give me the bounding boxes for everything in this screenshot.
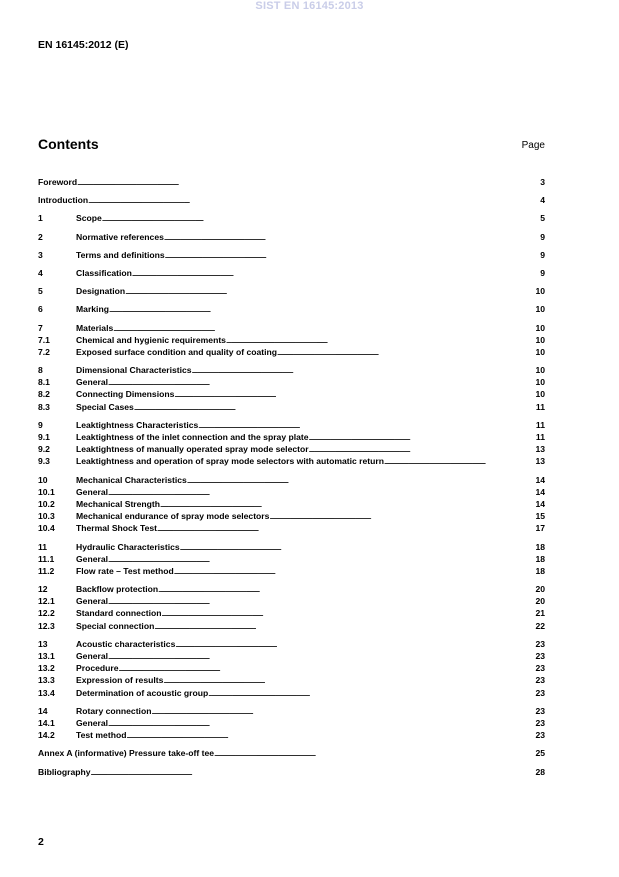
toc-entry[interactable] [38, 620, 545, 632]
toc-entry-number: 14.2 [38, 730, 55, 741]
toc-entry-title: Special Cases [76, 401, 134, 412]
toc-entry-page: 15 [535, 511, 545, 522]
document-id: EN 16145:2012 (E) [38, 39, 129, 51]
toc-entry-page: 4 [540, 195, 545, 206]
toc-entry-number: 9 [38, 419, 43, 430]
toc-entry-page: 23 [535, 651, 545, 661]
toc-entry[interactable] [38, 553, 545, 565]
toc-entry-page: 9 [540, 231, 545, 242]
toc-entry-title: General [76, 717, 109, 728]
toc-entry-number: 13.4 [38, 687, 55, 698]
toc-leader-dots [125, 285, 533, 297]
toc-leader-dots [175, 638, 533, 650]
toc-leader-dots [102, 212, 538, 224]
toc-leader-dots [160, 498, 533, 510]
toc-leader-dots [132, 267, 538, 279]
toc-leader-dots [198, 419, 534, 431]
toc-entry-number: 7.1 [38, 334, 50, 345]
toc-entry-page: 23 [535, 717, 545, 728]
toc-leader-dots [113, 322, 533, 334]
toc-leader-dots [269, 510, 533, 522]
toc-leader-dots [180, 541, 534, 553]
toc-entry-page: 22 [535, 620, 545, 631]
toc-leader-dots [161, 607, 533, 619]
toc-leader-dots [157, 522, 533, 534]
toc-entry-number: 13.3 [38, 675, 55, 686]
toc-entry-number: 13.1 [38, 651, 55, 661]
toc-entry-number: 14 [38, 705, 48, 716]
toc-entry[interactable] [38, 674, 545, 686]
toc-leader-dots [165, 249, 539, 261]
toc-entry[interactable] [38, 510, 545, 522]
toc-entry-title: Classification [76, 267, 132, 278]
toc-entry-page: 23 [535, 705, 545, 716]
toc-entry-number: 7 [38, 322, 43, 333]
toc-entry-number: 10.3 [38, 511, 55, 522]
toc-leader-dots [119, 662, 534, 674]
toc-entry[interactable] [38, 498, 545, 510]
toc-entry-number: 8.1 [38, 377, 50, 388]
toc-entry-page: 10 [535, 322, 545, 333]
toc-entry[interactable] [38, 650, 545, 662]
toc-entry[interactable] [38, 212, 545, 224]
toc-entry-number: 12.1 [38, 596, 55, 607]
toc-leader-dots [208, 687, 533, 699]
toc-entry[interactable] [38, 346, 545, 358]
toc-entry-number: 13 [38, 638, 48, 649]
toc-entry-title: Chemical and hygienic requirements [76, 334, 226, 345]
toc-leader-dots [214, 747, 533, 759]
toc-entry-title: Exposed surface condition and quality of coating [76, 346, 278, 357]
toc-entry[interactable] [38, 176, 545, 188]
toc-leader-dots [174, 388, 533, 400]
toc-entry-number: 5 [38, 286, 43, 297]
toc-entry-title: Mechanical endurance of spray mode selectors [76, 511, 270, 522]
toc-entry[interactable] [38, 364, 545, 376]
toc-leader-dots [108, 553, 533, 565]
toc-entry[interactable] [38, 565, 545, 577]
toc-entry-page: 28 [535, 766, 545, 777]
toc-entry-title: Special connection [76, 620, 155, 631]
toc-entry-page: 13 [535, 456, 545, 467]
toc-entry-number: 8.2 [38, 389, 50, 400]
toc-entry-page: 11 [535, 401, 545, 412]
toc-entry-page: 14 [535, 486, 545, 497]
toc-entry-title: Materials [76, 322, 114, 333]
toc-entry-page: 10 [535, 304, 545, 315]
toc-entry-number: 10 [38, 474, 48, 485]
toc-entry-number: 13.2 [38, 663, 55, 674]
toc-entry-page: 10 [535, 334, 545, 345]
toc-entry-title: Scope [76, 213, 102, 224]
toc-leader-dots [309, 431, 534, 443]
toc-entry-page: 13 [535, 444, 545, 455]
toc-entry-title: General [76, 553, 109, 564]
toc-entry-title: Acoustic characteristics [76, 638, 176, 649]
toc-entry-page: 14 [535, 498, 545, 509]
toc-entry-title: Standard connection [76, 608, 162, 619]
toc-entry[interactable] [38, 729, 545, 741]
page-column-label: Page [521, 140, 545, 151]
toc-entry-title: Thermal Shock Test [76, 523, 158, 534]
toc-leader-dots [163, 674, 533, 686]
toc-entry-number: 1 [38, 213, 43, 224]
toc-entry-number: 12.3 [38, 620, 55, 631]
toc-entry-page: 9 [540, 267, 545, 278]
toc-entry-title: Leaktightness Characteristics [76, 419, 199, 430]
toc-leader-dots [108, 486, 533, 498]
toc-entry[interactable] [38, 717, 545, 729]
toc-entry[interactable] [38, 194, 545, 206]
toc-entry[interactable] [38, 401, 545, 413]
toc-leader-dots [192, 364, 534, 376]
contents-heading: Contents [38, 136, 99, 152]
toc-entry[interactable] [38, 662, 545, 674]
toc-leader-dots [164, 231, 538, 243]
toc-entry-title: Determination of acoustic group [76, 687, 209, 698]
toc-entry-page: 20 [535, 596, 545, 607]
toc-leader-dots [154, 620, 533, 632]
toc-entry[interactable] [38, 376, 545, 388]
toc-entry-title: Test method [76, 730, 127, 741]
toc-leader-dots [174, 565, 534, 577]
toc-entry-title: Procedure [76, 663, 119, 674]
toc-entry-page: 23 [535, 663, 545, 674]
toc-entry-page: 10 [535, 365, 545, 376]
toc-entry-number: 2 [38, 231, 43, 242]
toc-entry[interactable] [38, 249, 545, 261]
toc-entry-page: 5 [540, 213, 545, 224]
toc-entry-title: Leaktightness and operation of spray mode selectors with automatic return [76, 456, 385, 467]
toc-entry-page: 23 [535, 638, 545, 649]
toc-entry-title: General [76, 651, 109, 661]
toc-entry-title: Foreword [38, 177, 78, 187]
toc-entry[interactable] [38, 431, 545, 443]
table-of-contents [38, 176, 545, 778]
toc-entry-title: Marking [76, 304, 109, 315]
toc-entry-title: Introduction [38, 195, 89, 206]
toc-entry[interactable] [38, 486, 545, 498]
toc-entry[interactable] [38, 303, 545, 315]
toc-entry-title: Annex A (informative) Pressure take-off tee [38, 748, 215, 759]
toc-entry-page: 17 [535, 523, 545, 534]
toc-entry-title: Mechanical Characteristics [76, 474, 187, 485]
toc-entry[interactable] [38, 419, 545, 431]
toc-entry[interactable] [38, 231, 545, 243]
toc-entry-number: 4 [38, 267, 43, 278]
toc-leader-dots [108, 717, 533, 729]
toc-entry-number: 9.2 [38, 444, 50, 455]
toc-leader-dots [77, 176, 538, 188]
toc-entry-page: 3 [540, 177, 545, 187]
toc-entry-title: Leaktightness of manually operated spray mode selector [76, 444, 309, 455]
toc-entry-number: 7.2 [38, 346, 50, 357]
toc-leader-dots [309, 443, 534, 455]
toc-entry[interactable] [38, 747, 545, 759]
toc-leader-dots [277, 346, 533, 358]
toc-entry-page: 14 [535, 474, 545, 485]
toc-entry[interactable] [38, 443, 545, 455]
toc-entry[interactable] [38, 267, 545, 279]
toc-entry[interactable] [38, 541, 545, 553]
toc-entry-page: 23 [535, 675, 545, 686]
toc-entry-title: General [76, 377, 109, 388]
toc-entry-page: 18 [535, 541, 545, 552]
toc-entry[interactable] [38, 705, 545, 717]
toc-leader-dots [109, 303, 533, 315]
toc-entry-page: 18 [535, 565, 545, 576]
toc-leader-dots [91, 766, 534, 778]
toc-leader-dots [158, 583, 533, 595]
toc-entry-page: 20 [535, 584, 545, 595]
toc-entry-page: 23 [535, 730, 545, 741]
toc-entry-page: 10 [535, 286, 545, 297]
toc-entry-title: Hydraulic Characteristics [76, 541, 180, 552]
toc-entry-number: 8 [38, 365, 43, 376]
toc-entry-page: 10 [535, 377, 545, 388]
toc-entry-page: 10 [535, 389, 545, 400]
toc-entry-title: Leaktightness of the inlet connection and the spray plate [76, 432, 309, 442]
toc-entry-number: 10.2 [38, 498, 55, 509]
toc-entry-number: 8.3 [38, 401, 50, 412]
toc-entry-number: 6 [38, 304, 43, 315]
toc-entry-title: Mechanical Strength [76, 498, 161, 509]
toc-entry-number: 12.2 [38, 608, 55, 619]
toc-entry[interactable] [38, 766, 545, 778]
toc-entry[interactable] [38, 388, 545, 400]
toc-entry-number: 9.3 [38, 456, 50, 467]
toc-entry-page: 25 [535, 748, 545, 759]
toc-leader-dots [187, 474, 534, 486]
toc-entry-number: 12 [38, 584, 48, 595]
toc-entry[interactable] [38, 455, 545, 467]
toc-entry-title: General [76, 486, 109, 497]
toc-entry[interactable] [38, 322, 545, 334]
toc-entry[interactable] [38, 583, 545, 595]
toc-leader-dots [134, 401, 534, 413]
toc-entry-number: 14.1 [38, 717, 55, 728]
toc-entry-title: Terms and definitions [76, 249, 165, 260]
toc-entry-title: Backflow protection [76, 584, 159, 595]
toc-entry-page: 10 [535, 346, 545, 357]
toc-entry[interactable] [38, 522, 545, 534]
toc-entry[interactable] [38, 607, 545, 619]
toc-entry[interactable] [38, 687, 545, 699]
toc-entry-number: 10.4 [38, 523, 55, 534]
toc-entry-number: 10.1 [38, 486, 55, 497]
toc-entry[interactable] [38, 638, 545, 650]
toc-entry-title: General [76, 596, 109, 607]
toc-entry-page: 11 [535, 419, 545, 430]
toc-entry-page: 9 [540, 249, 545, 260]
toc-entry-page: 21 [535, 608, 545, 619]
toc-entry-page: 11 [535, 432, 545, 442]
toc-entry-title: Bibliography [38, 766, 91, 777]
toc-leader-dots [108, 376, 533, 388]
toc-leader-dots [384, 455, 533, 467]
toc-entry[interactable] [38, 474, 545, 486]
toc-leader-dots [126, 729, 533, 741]
toc-entry[interactable] [38, 595, 545, 607]
toc-leader-dots [226, 334, 533, 346]
toc-entry-title: Expression of results [76, 675, 164, 686]
watermark: SIST EN 16145:2013 [255, 0, 364, 12]
toc-entry-title: Designation [76, 286, 126, 297]
toc-leader-dots [151, 705, 533, 717]
toc-entry[interactable] [38, 285, 545, 297]
toc-entry[interactable] [38, 334, 545, 346]
toc-entry-title: Rotary connection [76, 705, 152, 716]
toc-leader-dots [108, 595, 533, 607]
toc-entry-number: 11.2 [38, 565, 55, 576]
toc-entry-title: Dimensional Characteristics [76, 365, 192, 376]
toc-entry-number: 11 [38, 541, 48, 552]
toc-leader-dots [108, 650, 533, 662]
toc-leader-dots [88, 194, 538, 206]
toc-entry-title: Normative references [76, 231, 164, 242]
toc-entry-number: 9.1 [38, 432, 50, 442]
toc-entry-number: 3 [38, 249, 43, 260]
toc-entry-title: Flow rate – Test method [76, 565, 174, 576]
toc-entry-page: 23 [535, 687, 545, 698]
toc-entry-page: 18 [535, 553, 545, 564]
page-number: 2 [38, 836, 44, 848]
toc-entry-title: Connecting Dimensions [76, 389, 175, 400]
toc-entry-number: 11.1 [38, 553, 55, 564]
